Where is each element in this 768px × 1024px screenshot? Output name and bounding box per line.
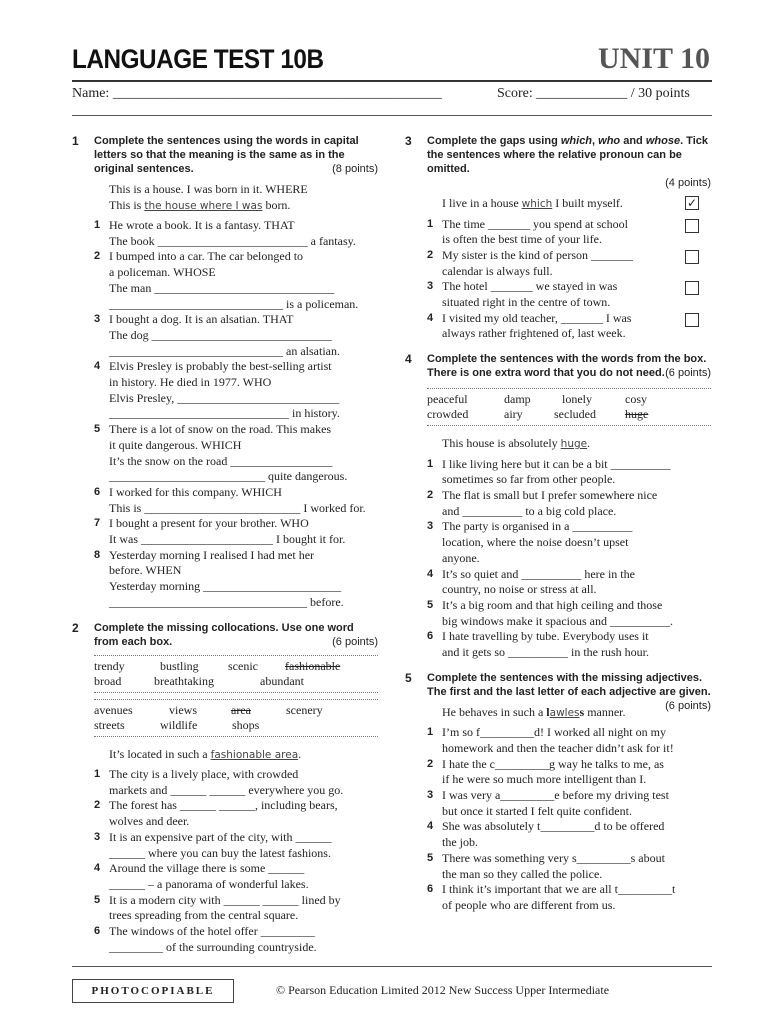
question-item bbox=[427, 457, 711, 488]
points: (8 points) bbox=[332, 163, 378, 175]
question-line[interactable]: He wrote a book. It is a fantasy. THAT bbox=[109, 218, 295, 232]
unit-label: UNIT 10 bbox=[598, 42, 710, 75]
points: (6 points) bbox=[665, 699, 711, 712]
section-number: 1 bbox=[72, 134, 79, 148]
section-number: 5 bbox=[405, 670, 412, 685]
question-line[interactable]: I bought a present for your brother. WHO bbox=[109, 516, 309, 531]
question-item bbox=[94, 485, 378, 516]
copyright: © Pearson Education Limited 2012 New Success Upper Intermediate bbox=[276, 983, 610, 997]
question-number: 6 bbox=[427, 630, 434, 643]
question-line[interactable]: trees spreading from the central square. bbox=[109, 908, 299, 923]
question-number: 1 bbox=[94, 768, 101, 781]
question-item bbox=[427, 788, 711, 819]
tick-checkbox[interactable] bbox=[685, 250, 699, 264]
question-item bbox=[427, 217, 711, 248]
question-item bbox=[94, 548, 378, 611]
word: peaceful bbox=[427, 392, 468, 407]
example-text: born. bbox=[262, 197, 291, 212]
example-answer bbox=[109, 198, 378, 215]
question-number: 5 bbox=[94, 423, 101, 436]
question-item bbox=[427, 851, 711, 882]
question-line[interactable]: The forest has ______ ______, including bears, bbox=[109, 798, 338, 813]
points: (4 points) bbox=[665, 177, 711, 189]
word-row bbox=[94, 659, 378, 674]
tick-checkbox[interactable] bbox=[685, 313, 699, 327]
question-line[interactable]: This is __________________________ I worked for. bbox=[109, 500, 366, 515]
question-number: 2 bbox=[94, 799, 101, 812]
question-item bbox=[427, 598, 711, 629]
question-line[interactable]: The time _______ you spend at school bbox=[442, 216, 628, 231]
word: lonely bbox=[562, 392, 592, 407]
handwritten-answer: awles bbox=[549, 706, 580, 719]
question-line[interactable]: sometimes so far from other people. bbox=[442, 472, 616, 487]
example-text: . bbox=[587, 436, 591, 451]
word: breathtaking bbox=[154, 673, 214, 688]
question-number: 5 bbox=[427, 851, 434, 864]
question-line[interactable]: I worked for this company. WHICH bbox=[109, 484, 282, 499]
question-line[interactable]: Around the village there is some ______ bbox=[109, 861, 305, 876]
instruction-text: and bbox=[620, 135, 646, 147]
section-instructions bbox=[427, 134, 711, 190]
question-item bbox=[427, 488, 711, 519]
question-number: 1 bbox=[427, 457, 434, 470]
question-item bbox=[94, 893, 378, 924]
word: crowded bbox=[427, 407, 469, 422]
question-number: 4 bbox=[427, 311, 434, 324]
question-number: 3 bbox=[427, 520, 434, 533]
question-line[interactable]: and __________ to a big cold place. bbox=[442, 503, 617, 518]
example-text: manner. bbox=[584, 704, 626, 719]
question-line[interactable]: before. WHEN bbox=[109, 563, 182, 578]
word: views bbox=[169, 702, 197, 717]
photocopiable-badge: PHOTOCOPIABLE bbox=[72, 979, 234, 1003]
points: (6 points) bbox=[665, 367, 711, 380]
word-box-1 bbox=[94, 655, 378, 693]
item-list bbox=[427, 725, 711, 913]
instruction-word: which bbox=[560, 135, 593, 147]
question-line[interactable]: The windows of the hotel offer _________ bbox=[109, 924, 315, 939]
question-item bbox=[94, 516, 378, 547]
question-line[interactable]: The hotel _______ we stayed in was bbox=[442, 279, 618, 294]
word: bustling bbox=[160, 658, 199, 673]
example bbox=[442, 196, 711, 213]
example bbox=[109, 747, 378, 764]
question-line[interactable]: It’s so quiet and __________ here in the bbox=[442, 566, 635, 581]
question-number: 5 bbox=[427, 598, 434, 611]
example-text: I built myself. bbox=[552, 196, 623, 210]
question-line[interactable]: It is a modern city with ______ ______ lined by bbox=[109, 892, 341, 907]
question-line[interactable]: the man so they called the police. bbox=[442, 866, 603, 881]
word-row bbox=[94, 718, 378, 733]
word: trendy bbox=[94, 658, 125, 673]
question-line[interactable]: and it gets so __________ in the rush hour. bbox=[442, 645, 649, 660]
word: scenic bbox=[228, 658, 258, 673]
example-text: This is bbox=[109, 197, 145, 212]
question-number: 8 bbox=[94, 548, 101, 561]
question-number: 5 bbox=[94, 893, 101, 906]
instruction-text: Complete the sentences with the missing adjectives. The first and the last letter of each adjective are given. bbox=[427, 671, 711, 698]
question-item bbox=[94, 830, 378, 861]
given-letter: l bbox=[546, 704, 550, 719]
question-item bbox=[94, 767, 378, 798]
question-number: 3 bbox=[427, 789, 434, 802]
section-2 bbox=[72, 621, 378, 956]
example-text: It’s located in such a bbox=[109, 746, 211, 761]
instruction-text: . Tick the sentences where the relative pronoun can be omitted. bbox=[427, 135, 708, 175]
question-line[interactable]: She was absolutely t_________d to be offered bbox=[442, 819, 665, 834]
example-line: This is a house. I was born in it. WHERE bbox=[109, 182, 308, 196]
instruction-text: Complete the sentences with the words from the box. There is one extra word that you do not need. bbox=[427, 353, 707, 380]
question-line[interactable]: of people who are different from us. bbox=[442, 898, 616, 912]
question-number: 4 bbox=[94, 360, 101, 373]
word: streets bbox=[94, 717, 125, 732]
question-number: 1 bbox=[427, 217, 434, 230]
tick-checkbox[interactable] bbox=[685, 219, 699, 233]
word-box-2 bbox=[94, 699, 378, 737]
question-line[interactable]: calendar is always full. bbox=[442, 263, 553, 278]
word-row bbox=[94, 674, 378, 689]
question-number: 3 bbox=[94, 830, 101, 843]
question-item bbox=[427, 311, 711, 342]
question-line[interactable]: I hate travelling by tube. Everybody uses it bbox=[442, 629, 649, 644]
question-line[interactable]: I was very a_________e before my driving test bbox=[442, 788, 669, 803]
question-line[interactable]: Elvis Presley, ___________________________ bbox=[109, 390, 340, 405]
question-number: 3 bbox=[94, 313, 101, 326]
item-list bbox=[94, 767, 378, 955]
tick-checkbox[interactable] bbox=[685, 281, 699, 295]
question-line[interactable]: is often the best time of your life. bbox=[442, 232, 602, 247]
question-line[interactable]: Yesterday morning _______________________ bbox=[109, 579, 342, 594]
question-line[interactable]: __________________________ quite dangerous. bbox=[109, 469, 348, 484]
question-line[interactable]: always rather frightened of, last week. bbox=[442, 326, 626, 341]
question-line[interactable]: the job. bbox=[442, 835, 478, 850]
question-line[interactable]: big windows make it spacious and __________. bbox=[442, 613, 673, 628]
question-line[interactable]: There was something very s_________s about bbox=[442, 850, 665, 865]
name-field: Name: _______________________________________________ bbox=[72, 86, 442, 101]
word: cosy bbox=[625, 392, 647, 407]
header-rule bbox=[72, 80, 712, 82]
instruction-text: , bbox=[592, 135, 599, 147]
section-instructions bbox=[94, 134, 378, 176]
example-text: . bbox=[298, 746, 302, 761]
question-line[interactable]: The man ______________________________ bbox=[109, 280, 335, 295]
question-line[interactable]: Elvis Presley is probably the best-selling artist bbox=[109, 359, 332, 374]
word-box bbox=[427, 388, 711, 426]
question-item bbox=[427, 567, 711, 598]
word: wildlife bbox=[160, 717, 198, 732]
score-field: Score: _____________ / 30 points bbox=[497, 86, 690, 101]
question-item bbox=[94, 924, 378, 955]
question-item bbox=[427, 629, 711, 660]
example-text: He behaves in such a bbox=[442, 704, 547, 719]
question-item bbox=[94, 249, 378, 312]
question-line[interactable]: I bought a dog. It is an alsatian. THAT bbox=[109, 312, 294, 327]
question-line[interactable]: It’s the snow on the road _________________ bbox=[109, 453, 333, 468]
section-3 bbox=[405, 134, 711, 342]
question-item bbox=[427, 725, 711, 756]
question-line[interactable]: There is a lot of snow on the road. This makes bbox=[109, 422, 332, 437]
section-instructions bbox=[427, 352, 711, 380]
instruction-text: Complete the missing collocations. Use one word from each box. bbox=[94, 621, 354, 648]
question-line[interactable]: The book _________________________ a fantasy. bbox=[109, 233, 356, 248]
word: damp bbox=[504, 392, 531, 407]
test-title: LANGUAGE TEST 10B bbox=[72, 44, 324, 74]
word: broad bbox=[94, 673, 122, 688]
question-line[interactable]: I like living here but it can be a bit __________ bbox=[442, 456, 671, 471]
right-column bbox=[405, 134, 711, 924]
question-number: 2 bbox=[427, 489, 434, 502]
question-item bbox=[427, 757, 711, 788]
question-item bbox=[94, 422, 378, 485]
question-number: 6 bbox=[94, 485, 101, 498]
question-line[interactable]: in history. He died in 1977. WHO bbox=[109, 375, 272, 390]
question-item bbox=[94, 861, 378, 892]
handwritten-answer: the house where I was bbox=[144, 199, 263, 212]
instruction-word: who bbox=[598, 135, 621, 147]
word: airy bbox=[504, 407, 523, 422]
question-number: 2 bbox=[427, 248, 434, 261]
word-row bbox=[427, 392, 711, 407]
question-number: 4 bbox=[427, 820, 434, 833]
question-item bbox=[427, 819, 711, 850]
word: abundant bbox=[260, 673, 304, 688]
question-number: 2 bbox=[427, 757, 434, 770]
question-line[interactable]: markets and ______ ______ everywhere you go. bbox=[109, 782, 344, 797]
handwritten-answer: huge bbox=[560, 438, 588, 451]
instruction-text: Complete the gaps using bbox=[427, 135, 561, 147]
item-list bbox=[427, 217, 711, 343]
question-line[interactable]: Yesterday morning I realised I had met her bbox=[109, 547, 315, 562]
question-line[interactable]: The flat is small but I prefer somewhere nice bbox=[442, 488, 658, 503]
question-line[interactable]: It’s a big room and that high ceiling and those bbox=[442, 597, 663, 612]
section-instructions bbox=[94, 621, 378, 649]
word: scenery bbox=[286, 702, 323, 717]
question-line[interactable]: country, no noise or stress at all. bbox=[442, 582, 597, 597]
question-line[interactable]: _________________________________ before. bbox=[109, 594, 344, 609]
question-line[interactable]: situated right in the centre of town. bbox=[442, 295, 611, 310]
question-number: 3 bbox=[427, 280, 434, 293]
word: shops bbox=[232, 717, 260, 732]
question-line[interactable]: It was ______________________ I bought it for. bbox=[109, 532, 346, 547]
question-line[interactable]: _________ of the surrounding countryside. bbox=[109, 939, 317, 954]
question-number: 4 bbox=[94, 862, 101, 875]
word: avenues bbox=[94, 702, 133, 717]
question-line[interactable]: but once it started I felt quite confident. bbox=[442, 803, 632, 818]
question-item bbox=[94, 798, 378, 829]
question-number: 1 bbox=[427, 726, 434, 739]
word-row bbox=[427, 407, 711, 422]
section-number: 2 bbox=[72, 620, 79, 635]
section-4 bbox=[405, 352, 711, 661]
question-number: 6 bbox=[427, 883, 434, 896]
section-1 bbox=[72, 134, 378, 611]
word-crossed: fashionable bbox=[285, 658, 341, 673]
question-line[interactable]: I visited my old teacher, _______ I was bbox=[442, 310, 632, 325]
question-item bbox=[427, 519, 711, 566]
handwritten-answer: which bbox=[521, 198, 553, 210]
instruction-word: whose bbox=[645, 135, 681, 147]
question-line[interactable]: ______________________________ in history. bbox=[109, 406, 340, 421]
section-number: 3 bbox=[405, 134, 412, 148]
section-number: 4 bbox=[405, 352, 412, 367]
example-text: This house is absolutely bbox=[442, 436, 561, 451]
question-number: 4 bbox=[427, 567, 434, 580]
left-column bbox=[72, 134, 378, 966]
question-line[interactable]: location, where the noise doesn’t upset bbox=[442, 535, 629, 550]
question-line[interactable]: The dog ______________________________ bbox=[109, 327, 332, 342]
question-line[interactable]: _____________________________ is a policeman. bbox=[109, 296, 359, 311]
word-crossed: area bbox=[231, 702, 251, 717]
word-row bbox=[94, 703, 378, 718]
handwritten-answer: fashionable area bbox=[210, 748, 299, 761]
question-line[interactable]: if he were so much more intelligent than I. bbox=[442, 772, 647, 787]
instruction-text: Complete the sentences using the words in capital letters so that the meaning is the same as in the original sentences. bbox=[94, 135, 359, 175]
question-line[interactable]: I think it’s important that we are all t_________t bbox=[442, 882, 676, 897]
example bbox=[442, 436, 711, 453]
footer-rule bbox=[72, 966, 712, 967]
question-line[interactable]: I hate the c_________g way he talks to me, as bbox=[442, 756, 664, 771]
question-number: 2 bbox=[94, 250, 101, 263]
question-number: 7 bbox=[94, 517, 101, 530]
question-line[interactable]: ______ where you can buy the latest fashions. bbox=[109, 845, 331, 860]
question-line[interactable]: anyone. bbox=[442, 550, 480, 565]
divider bbox=[72, 115, 712, 116]
section-5 bbox=[405, 671, 711, 914]
question-number: 1 bbox=[94, 219, 101, 231]
question-line[interactable]: My sister is the kind of person _______ bbox=[442, 247, 633, 262]
question-line[interactable]: it quite dangerous. WHICH bbox=[109, 437, 242, 452]
given-letter: s bbox=[579, 704, 585, 719]
question-line[interactable]: The city is a lively place, with crowded bbox=[109, 767, 299, 782]
example bbox=[109, 182, 378, 214]
question-line[interactable]: ______ – a panorama of wonderful lakes. bbox=[109, 877, 309, 891]
question-item bbox=[94, 218, 378, 249]
question-line[interactable]: I bumped into a car. The car belonged to bbox=[109, 249, 304, 264]
item-list bbox=[94, 218, 378, 611]
question-line[interactable]: It is an expensive part of the city, with ______ bbox=[109, 829, 332, 844]
question-line[interactable]: homework and then the teacher didn’t ask for it! bbox=[442, 740, 674, 755]
item-list bbox=[427, 457, 711, 661]
checkbox-checked[interactable]: ✓ bbox=[686, 196, 698, 210]
example-text: I live in a house bbox=[442, 196, 522, 210]
question-line[interactable]: _____________________________ an alsatian. bbox=[109, 343, 340, 358]
question-item bbox=[94, 359, 378, 422]
question-line[interactable]: wolves and deer. bbox=[109, 814, 190, 829]
question-item bbox=[94, 312, 378, 359]
question-line[interactable]: The party is organised in a __________ bbox=[442, 519, 633, 534]
question-line[interactable]: a policeman. WHOSE bbox=[109, 265, 216, 280]
question-number: 6 bbox=[94, 925, 101, 938]
word-crossed: huge bbox=[625, 407, 649, 422]
word: secluded bbox=[554, 407, 596, 422]
question-item bbox=[427, 279, 711, 310]
points: (6 points) bbox=[332, 635, 378, 648]
question-item bbox=[427, 248, 711, 279]
question-item bbox=[427, 882, 711, 913]
question-line[interactable]: I’m so f_________d! I worked all night on my bbox=[442, 725, 666, 740]
